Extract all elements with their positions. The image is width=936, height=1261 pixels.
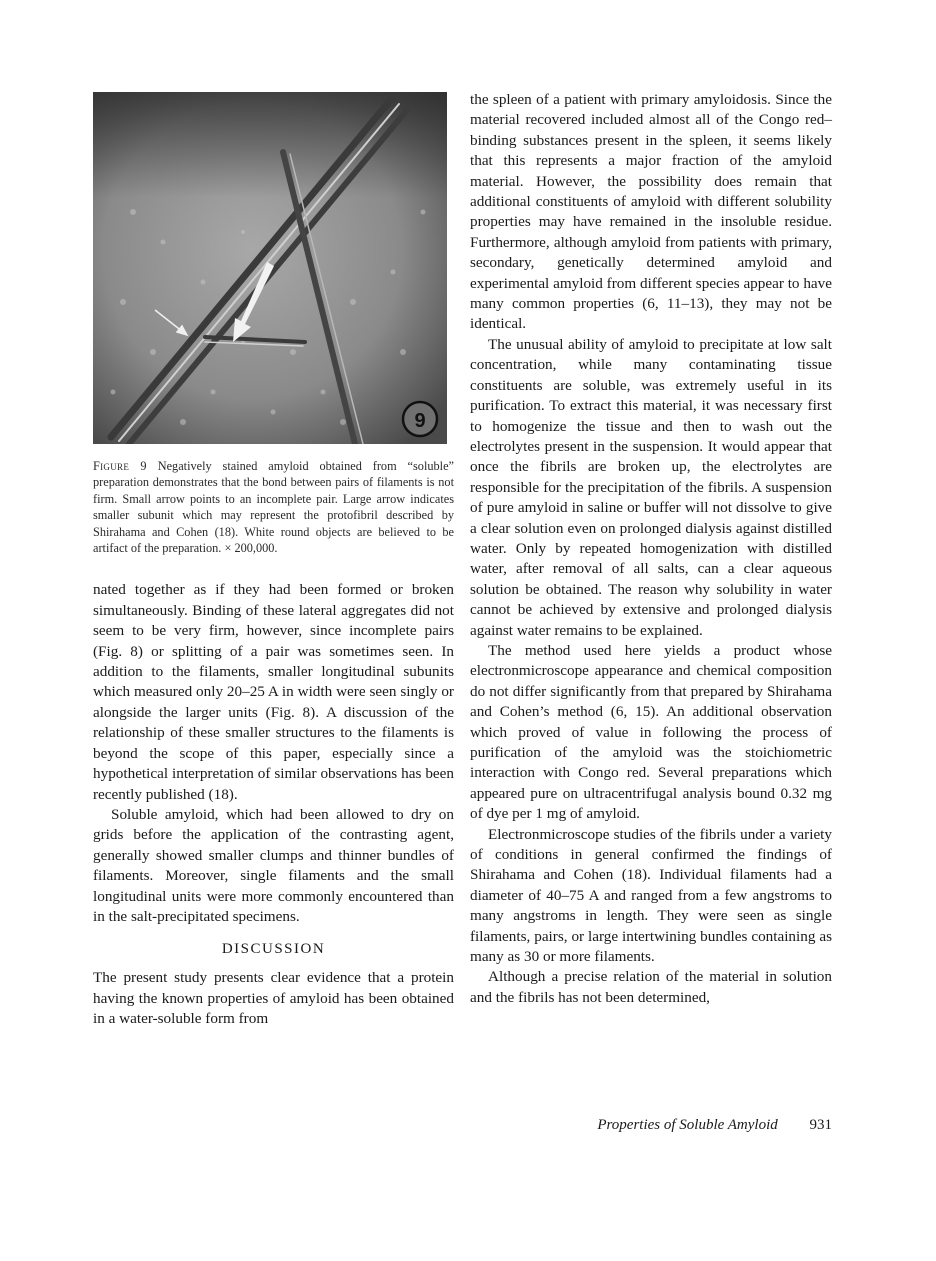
paragraph: The present study presents clear evidence that a protein having the known properties of amyloid has been obtained in a water-soluble form from [93,969,454,1028]
page-number: 931 [809,1117,832,1133]
running-title: Properties of Soluble Amyloid [597,1117,778,1133]
figure-caption-label: Figure 9 [93,459,147,473]
paragraph: The unusual ability of amyloid to precipitate at low salt concentration, while many contaminating tissue constituents are soluble, was extremely useful in its purification. To extract this material, it was necessary first to homogenize the tissue and then to wash out the electrolytes present in the suspension. It would appear that once the fibrils are broken up, the electrolytes are responsible for the precipitation of the fibrils. A suspension of pure amyloid in saline or buffer will not dissolve to give a clear solution even on prolonged dialysis against distilled water. Only by repeated homogenization with distilled water, after removal of all salts, can a clear aqueous solution be obtained. The reason why solubility in water cannot be achieved by extensive and prolonged dialysis against water remains to be explained. [470,335,832,639]
paragraph: The method used here yields a product whose electronmicroscope appearance and chemical composition do not differ significantly from that prepared by Shirahama and Cohen’s method (6, 15). An additional observation which proved of value in following the process of purification of the amyloid was the stoichiometric interaction with Congo red. Several preparations which appeared pure on ultracentrifugal analysis bound 0.32 mg of dye per 1 mg of amyloid. [470,641,832,823]
left-column [93,92,454,1030]
electron-micrograph-figure [93,92,447,444]
paragraph: Soluble amyloid, which had been allowed to dry on grids before the application of the contrasting agent, generally showed smaller clumps and thinner bundles of filaments. Moreover, single filaments and the small longitudinal units were more commonly encountered than in the salt-precipitated specimens. [93,805,454,925]
paragraph: nated together as if they had been formed or broken simultaneously. Binding of these lateral aggregates did not seem to be very firm, however, since incomplete pairs (Fig. 8) or splitting of a pair was sometimes seen. In addition to the filaments, smaller longitudinal subunits which measured only 20–25 A in width were seen singly or alongside the larger units (Fig. 8). A discussion of the relationship of these smaller structures to the filaments is beyond the scope of this paper, especially since a hypothetical interpretation of similar observations has been recently published (18). [93,581,454,803]
figure-caption [93,458,454,556]
micrograph-image [93,92,447,444]
paragraph: the spleen of a patient with primary amyloidosis. Since the material recovered included almost all of the Congo red–binding substances present in the spleen, it seems likely that this represents a major fraction of the amyloid material. However, the possibility does remain that additional constituents of amyloid with different solubility properties may have remained in the insoluble residue. Furthermore, although amyloid from patients with primary, secondary, genetically determined amyloid and experimental amyloid from different species appear to have many common properties (6, 11–13), they may not be identical. [470,91,832,333]
paragraph: Electronmicroscope studies of the fibrils under a variety of conditions in general confirmed the findings of Shirahama and Cohen (18). Individual filaments had a diameter of 40–75 A and ranged from a few angstroms to many angstroms in length. They were seen as single filaments, pairs, or large intertwining bundles containing as many as 30 or more filaments. [470,825,832,966]
page-footer [560,1117,832,1134]
figure-number: 9 [414,410,426,432]
right-column [470,90,832,1008]
left-body-text [93,580,454,1029]
paragraph: Although a precise relation of the material in solution and the fibrils has not been determined, [470,968,832,1006]
figure-caption-text: Negatively stained amyloid obtained from “soluble” preparation demonstrates that the bond between pairs of filaments is not firm. Small arrow points to an incomplete pair. Large arrow indicates smaller subunit which may represent the protofibril described by Shirahama and Cohen (18). White round objects are believed to be artifact of the preparation. × 200,000. [93,459,454,556]
section-heading: DISCUSSION [221,941,326,958]
